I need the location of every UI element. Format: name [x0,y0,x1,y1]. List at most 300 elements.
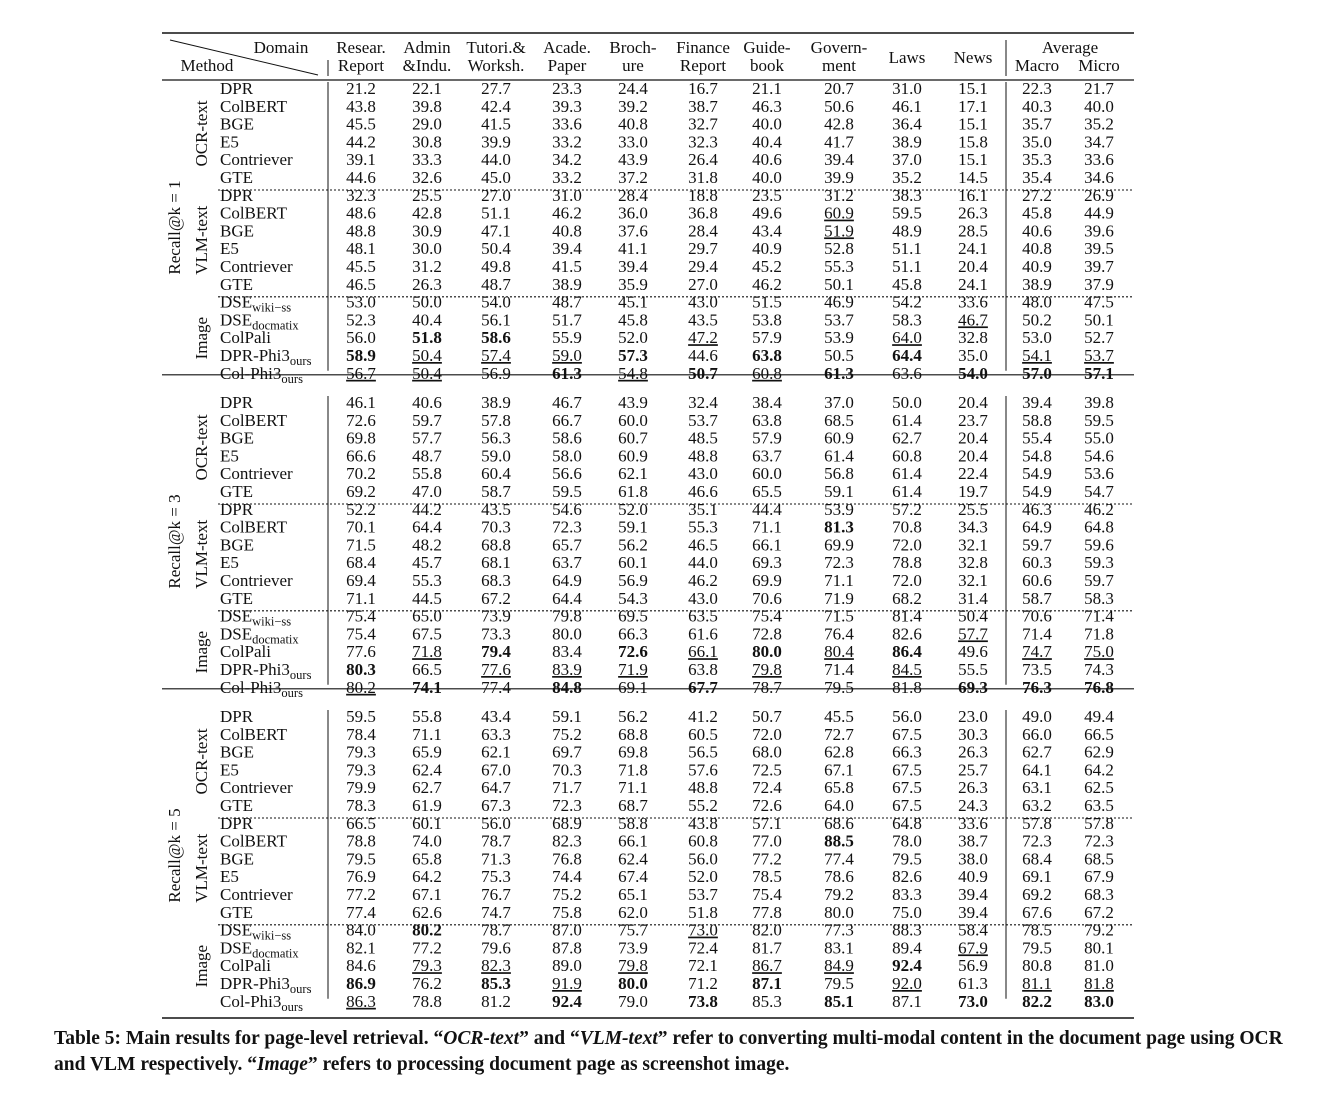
table-cell: 39.8 [412,96,442,116]
table-cell: 52.0 [688,867,718,887]
table-cell: 48.7 [481,274,511,294]
table-cell: 72.0 [892,535,922,555]
table-cell: 50.5 [824,346,854,365]
table-cell: 50.0 [412,292,442,312]
table-cell: 78.7 [752,677,782,697]
table-cell: 73.9 [481,606,511,626]
table-cell: 53.6 [1084,464,1114,484]
table-cell: 76.7 [481,885,511,904]
table-cell: 40.4 [412,310,442,330]
table-cell: 58.0 [552,446,582,466]
group-label: VLM-text [192,519,211,589]
table-cell: 55.9 [552,328,582,348]
table-cell: 78.6 [824,867,854,887]
table-cell: 62.6 [412,902,442,922]
table-cell: 75.7 [618,920,648,940]
table-cell: 34.6 [1084,168,1114,187]
table-cell: 69.1 [618,677,648,697]
table-cell: 56.8 [824,464,854,484]
table-cell: 86.4 [892,642,922,662]
table-cell: 54.6 [552,499,582,519]
table-cell: 67.5 [892,796,922,815]
table-cell: 54.9 [1022,464,1052,484]
method-name: $DSE_{wiki-ss}$ [220,292,292,315]
table-cell: 69.9 [752,571,782,590]
table-cell: 56.5 [688,742,718,762]
table-cell: 38.0 [958,849,988,869]
table-cell: 46.2 [688,571,718,590]
table-cell: 61.9 [412,796,442,815]
table-cell: 65.9 [412,742,442,762]
method-name: E5 [220,132,239,152]
table-cell: 76.3 [1022,677,1052,697]
table-cell: 64.7 [481,778,511,798]
table-cell: 64.4 [552,588,582,608]
table-cell: 62.8 [824,742,854,762]
table-cell: 62.1 [481,742,511,762]
table-cell: 58.6 [481,328,511,348]
table-cell: 63.1 [1022,778,1052,798]
table-cell: 78.5 [1022,920,1052,940]
table-cell: 79.5 [1022,938,1052,958]
table-cell: 44.5 [412,588,442,608]
table-cell: 36.0 [618,203,648,223]
method-name: $DSE_{wiki-ss}$ [220,920,292,943]
table-cell: 67.1 [412,885,442,904]
group-label: VLM-text [192,833,211,903]
table-cell: 34.3 [958,517,988,537]
table-cell: 80.2 [412,920,442,940]
table-cell: 51.1 [892,257,922,276]
table-cell: 85.1 [824,991,854,1011]
table-cell: 68.1 [481,553,511,573]
table-cell: 42.8 [824,114,854,134]
table-cell: 78.8 [892,553,922,573]
table-cell: 39.4 [552,239,582,259]
table-cell: 82.6 [892,867,922,887]
table-cell: 38.9 [481,393,511,412]
table-cell: 64.0 [892,328,922,348]
table-cell: 59.5 [1084,410,1114,430]
table-cell: 68.8 [618,724,648,744]
table-cell: 51.7 [552,310,582,330]
table-cell: 44.6 [346,168,376,187]
table-cell: 31.0 [552,185,582,205]
table-cell: 70.8 [892,517,922,537]
table-cell: 49.4 [1084,707,1114,726]
table-cell: 41.2 [688,707,718,726]
table-cell: 35.1 [688,499,718,519]
table-cell: 56.0 [346,328,376,348]
table-cell: 28.4 [688,221,718,241]
table-cell: 45.7 [412,553,442,573]
table-cell: 27.0 [481,185,511,205]
table-cell: 37.6 [618,221,648,241]
group-label: VLM-text [192,205,211,275]
method-name: ColBERT [220,203,287,223]
table-cell: 16.1 [958,185,988,205]
table-cell: 68.6 [824,813,854,833]
table-cell: 15.8 [958,132,988,152]
table-cell: 63.7 [552,553,582,573]
table-cell: 79.5 [892,849,922,869]
table-cell: 89.4 [892,938,922,958]
table-cell: 25.5 [958,499,988,519]
table-cell: 31.2 [824,185,854,205]
table-cell: 59.7 [1084,571,1114,590]
table-cell: 48.1 [346,239,376,259]
table-cell: 72.6 [346,410,376,430]
method-name: Contriever [220,778,293,798]
table-cell: 52.3 [346,310,376,330]
table-cell: 70.1 [346,517,376,537]
table-cell: 44.0 [481,150,511,170]
header-method: Method [180,56,234,75]
table-cell: 46.9 [824,292,854,312]
table-cell: 49.8 [481,257,511,276]
table-cell: 64.2 [412,867,442,887]
table-cell: 52.8 [824,239,854,259]
table-cell: 66.6 [346,446,376,466]
table-cell: 81.4 [892,606,922,626]
method-name: DPR [220,185,254,205]
table-cell: 57.9 [752,328,782,348]
table-cell: 75.4 [346,624,376,644]
header-column: Govern- [810,38,868,57]
table-cell: 39.8 [1084,393,1114,412]
table-cell: 45.5 [346,257,376,276]
table-cell: 78.0 [892,831,922,851]
method-name: BGE [220,428,254,448]
table-cell: 84.6 [346,956,376,976]
table-cell: 71.1 [752,517,782,537]
table-cell: 56.9 [618,571,648,590]
table-cell: 33.0 [618,132,648,152]
table-cell: 82.2 [1022,991,1052,1011]
table-cell: 81.2 [481,991,511,1011]
table-cell: 72.6 [752,796,782,815]
table-cell: 68.8 [481,535,511,555]
table-cell: 59.3 [1084,553,1114,573]
table-cell: 79.2 [1084,920,1114,940]
table-cell: 23.0 [958,707,988,726]
table-cell: 58.7 [1022,588,1052,608]
table-cell: 59.1 [618,517,648,537]
table-cell: 53.7 [688,410,718,430]
table-cell: 59.0 [481,446,511,466]
table-cell: 64.1 [1022,760,1052,780]
table-cell: 69.2 [1022,885,1052,904]
table-cell: 72.3 [824,553,854,573]
table-cell: 75.8 [552,902,582,922]
method-name: Contriever [220,885,293,904]
table-cell: 71.5 [346,535,376,555]
table-cell: 52.2 [346,499,376,519]
table-cell: 20.4 [958,428,988,448]
table-cell: 33.2 [552,132,582,152]
header-column: Finance [676,38,730,57]
table-cell: 69.7 [552,742,582,762]
table-cell: 71.1 [618,778,648,798]
table-cell: 43.8 [346,96,376,116]
table-cell: 80.0 [552,624,582,644]
table-cell: 81.0 [1084,956,1114,976]
method-name: DPR-$Phi3_{ours}$ [220,660,312,682]
table-cell: 35.3 [1022,150,1052,170]
table-cell: 68.9 [552,813,582,833]
method-name: GTE [220,902,254,922]
header-column: Paper [547,56,587,75]
table-cell: 77.6 [481,660,511,679]
table-cell: 53.9 [824,499,854,519]
table-cell: 32.4 [688,393,718,412]
group-label: OCR-text [192,414,211,481]
table-cell: 77.2 [412,938,442,958]
table-cell: 86.7 [752,956,782,976]
table-cell: 79.4 [481,642,511,662]
table-cell: 72.0 [752,724,782,744]
table-cell: 60.8 [892,446,922,466]
table-cell: 30.0 [412,239,442,259]
table-cell: 47.0 [412,482,442,501]
table-cell: 32.1 [958,571,988,590]
table-cell: 43.8 [688,813,718,833]
table-cell: 54.6 [1084,446,1114,466]
table-cell: 49.0 [1022,707,1052,726]
table-cell: 57.2 [892,499,922,519]
table-cell: 56.6 [552,464,582,484]
table-cell: 71.8 [618,760,648,780]
table-cell: 20.4 [958,446,988,466]
table-cell: 73.0 [958,991,988,1011]
table-cell: 48.7 [552,292,582,312]
table-cell: 35.9 [618,274,648,294]
table-cell: 46.3 [752,96,782,116]
table-cell: 30.9 [412,221,442,241]
table-cell: 53.9 [824,328,854,348]
table-cell: 62.5 [1084,778,1114,798]
table-cell: 71.4 [1022,624,1052,644]
table-cell: 69.8 [618,742,648,762]
table-cell: 67.0 [481,760,511,780]
table-cell: 33.6 [552,114,582,134]
table-cell: 40.3 [1022,96,1052,116]
table-cell: 83.0 [1084,991,1114,1011]
table-cell: 88.5 [824,831,854,851]
table-cell: 56.0 [688,849,718,869]
table-cell: 20.4 [958,257,988,276]
table-cell: 54.0 [481,292,511,312]
table-cell: 59.1 [824,482,854,501]
table-cell: 71.7 [552,778,582,798]
table-cell: 50.1 [824,274,854,294]
table-cell: 50.4 [412,363,442,383]
table-cell: 27.7 [481,79,511,98]
table-cell: 67.5 [892,778,922,798]
table-cell: 72.0 [892,571,922,590]
table-cell: 48.6 [346,203,376,223]
table-cell: 53.0 [346,292,376,312]
table-cell: 89.0 [552,956,582,976]
table-cell: 42.4 [481,96,511,116]
table-cell: 35.7 [1022,114,1052,134]
method-name: DPR [220,499,254,519]
table-cell: 61.3 [958,974,988,993]
table-cell: 16.7 [688,79,718,98]
table-cell: 58.4 [958,920,988,940]
table-cell: 71.4 [1084,606,1114,626]
table-cell: 79.3 [346,760,376,780]
table-cell: 71.1 [412,724,442,744]
method-name: BGE [220,221,254,241]
header-domain: Domain [253,38,309,57]
method-name: Col-$Phi3_{ours}$ [220,991,303,1014]
table-cell: 37.0 [892,150,922,170]
table-cell: 46.5 [346,274,376,294]
table-cell: 60.6 [1022,571,1052,590]
table-cell: 34.7 [1084,132,1114,152]
table-cell: 30.3 [958,724,988,744]
table-cell: 43.0 [688,588,718,608]
table-cell: 23.3 [552,79,582,98]
table-cell: 58.8 [1022,410,1052,430]
table-cell: 67.5 [892,724,922,744]
table-cell: 43.0 [688,292,718,312]
table-cell: 20.4 [958,393,988,412]
table-cell: 46.3 [1022,499,1052,519]
table-cell: 23.5 [752,185,782,205]
method-name: Col-$Phi3_{ours}$ [220,363,303,386]
header-column: Report [337,56,385,75]
table-cell: 78.3 [346,796,376,815]
table-cell: 38.9 [892,132,922,152]
table-cell: 45.8 [892,274,922,294]
table-cell: 40.0 [752,168,782,187]
table-cell: 80.8 [1022,956,1052,976]
table-cell: 60.7 [618,428,648,448]
table-cell: 45.5 [346,114,376,134]
table-cell: 18.8 [688,185,718,205]
method-name: ColBERT [220,410,287,430]
table-cell: 40.8 [1022,239,1052,259]
table-cell: 31.0 [892,79,922,98]
table-cell: 83.4 [552,642,582,662]
table-cell: 57.1 [752,813,782,833]
table-cell: 64.9 [1022,517,1052,537]
table-cell: 46.5 [688,535,718,555]
table-cell: 40.9 [958,867,988,887]
table-cell: 39.9 [481,132,511,152]
table-cell: 36.8 [688,203,718,223]
table-cell: 43.4 [752,221,782,241]
table-cell: 31.4 [958,588,988,608]
table-cell: 24.1 [958,239,988,259]
table-cell: 29.4 [688,257,718,276]
method-name: E5 [220,553,239,573]
table-cell: 78.4 [346,724,376,744]
table-cell: 76.4 [824,624,854,644]
table-cell: 57.8 [1084,813,1114,833]
table-cell: 87.8 [552,938,582,958]
method-name: GTE [220,168,254,187]
table-cell: 32.3 [688,132,718,152]
table-cell: 59.7 [1022,535,1052,555]
table-cell: 52.0 [618,499,648,519]
table-cell: 82.3 [552,831,582,851]
table-cell: 26.3 [958,778,988,798]
table-cell: 69.2 [346,482,376,501]
table-cell: 75.4 [346,606,376,626]
table-cell: 82.1 [346,938,376,958]
table-cell: 66.3 [892,742,922,762]
table-cell: 58.7 [481,482,511,501]
table-cell: 87.1 [752,974,782,993]
table-cell: 66.1 [618,831,648,851]
table-cell: 57.3 [618,346,648,365]
method-name: BGE [220,742,254,762]
method-name: BGE [220,535,254,555]
table-cell: 40.4 [752,132,782,152]
table-cell: 60.3 [1022,553,1052,573]
table-cell: 61.3 [824,363,854,383]
table-cell: 55.8 [412,464,442,484]
method-name: GTE [220,482,254,501]
table-cell: 43.9 [618,393,648,412]
table-cell: 48.7 [412,446,442,466]
method-name: DPR [220,813,254,833]
table-cell: 68.2 [892,588,922,608]
table-cell: 40.9 [1022,257,1052,276]
table-cell: 53.8 [752,310,782,330]
table-cell: 52.0 [618,328,648,348]
table-cell: 35.2 [1084,114,1114,134]
table-cell: 67.4 [618,867,648,887]
table-cell: 47.5 [1084,292,1114,312]
table-cell: 69.8 [346,428,376,448]
table-cell: 60.8 [688,831,718,851]
table-cell: 40.8 [618,114,648,134]
group-label: OCR-text [192,728,211,795]
table-cell: 27.2 [1022,185,1052,205]
table-cell: 41.1 [618,239,648,259]
table-cell: 50.4 [958,606,988,626]
table-cell: 40.6 [412,393,442,412]
table-cell: 76.8 [552,849,582,869]
table-cell: 59.1 [552,707,582,726]
table-cell: 71.1 [346,588,376,608]
table-cell: 68.3 [481,571,511,590]
table-cell: 39.7 [1084,257,1114,276]
table-cell: 57.4 [481,346,511,365]
table-cell: 81.7 [752,938,782,958]
table-cell: 22.1 [412,79,442,98]
table-cell: 57.9 [752,428,782,448]
table-cell: 59.0 [552,346,582,365]
table-cell: 55.8 [412,707,442,726]
table-cell: 78.8 [412,991,442,1011]
table-cell: 66.5 [1084,724,1114,744]
header-average: Average [1041,38,1099,57]
table-cell: 71.4 [824,660,854,679]
table-cell: 67.5 [892,760,922,780]
table-cell: 62.7 [1022,742,1052,762]
table-cell: 76.9 [346,867,376,887]
table-cell: 75.2 [552,885,582,904]
header-column: Resear. [336,38,386,57]
table-cell: 81.8 [1084,974,1114,993]
table-cell: 57.8 [1022,813,1052,833]
table-cell: 71.8 [1084,624,1114,644]
